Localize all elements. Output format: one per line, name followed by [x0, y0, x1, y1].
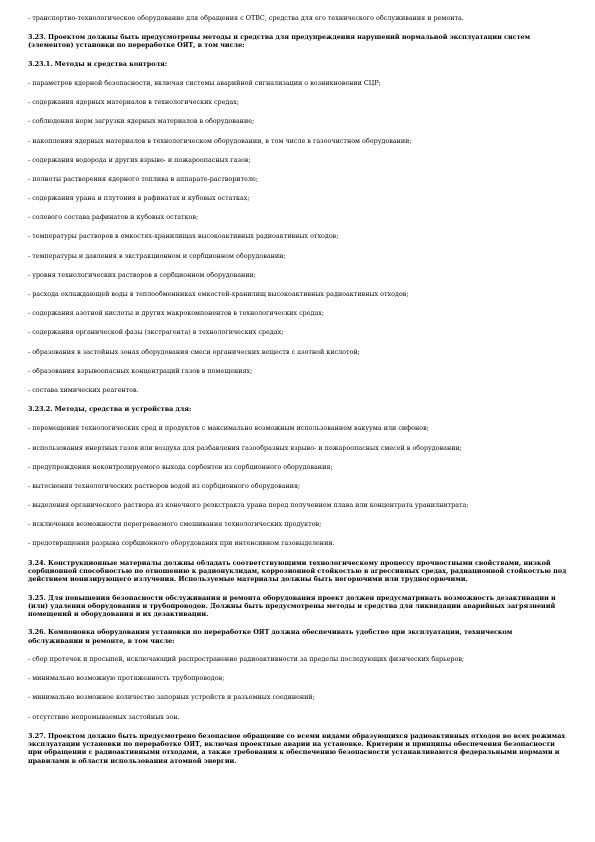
- list-item: - исключения возможности перегреваемого смешивания технологических продуктов;: [28, 520, 322, 529]
- list-item: - использования инертных газов или воздуха для разбавления газообразных взрыво- и пожароопасных смесей в оборудовании;: [28, 443, 462, 452]
- list-item: - содержания урана и плутония в рафинатах и кубовых остатках;: [28, 194, 250, 203]
- list-item: - отсутствие непромываемых застойных зон.: [28, 712, 180, 721]
- subsection-heading: 3.23.1. Методы и средства контроля:: [28, 59, 168, 68]
- list-item: - состава химических реагентов.: [28, 385, 139, 394]
- list-item: - температуры растворов в емкостях-хранилищах высокоактивных радиоактивных отходов;: [28, 232, 339, 241]
- list-item: - уровня технологических растворов в сорбционном оборудовании;: [28, 270, 256, 279]
- list-item: - выделения органического раствора из конечного реэкстракта урана перед получением плава или концентрата уранилнитрата;: [28, 501, 469, 510]
- list-item: - предотвращения разрыва сорбционного оборудования при интенсивном газовыделении.: [28, 539, 335, 548]
- list-item: - минимально возможное количество запорных устройств и разъемных соединений;: [28, 693, 315, 702]
- list-item: - перемещения технологических сред и продуктов с максимально возможным использованием вакуума или сифонов;: [28, 424, 429, 433]
- list-item: - содержания азотной кислоты и других макрокомпонентов в технологических средах;: [28, 309, 325, 318]
- list-item: - образования в застойных зонах оборудования смеси органических веществ с азотной кислотой;: [28, 347, 360, 356]
- section-heading: 3.26. Компоновка оборудования установки по переработке ОЯТ должна обеспечивать удобство при эксплуатации, техническом обслуживании и ремонте, в том числе:: [28, 628, 513, 645]
- list-item: - полноты растворения ядерного топлива в аппарате-растворителе;: [28, 174, 258, 183]
- list-item: - минимально возможную протяженность трубопроводов;: [28, 674, 225, 683]
- list-item: - сбор протечек и просыпей, исключающий распространение радиоактивности за пределы последующих физических барьеров;: [28, 655, 465, 664]
- list-item: - солевого состава рафинатов и кубовых остатков;: [28, 213, 199, 222]
- section-paragraph: 3.25. Для повышения безопасности обслуживания и ремонта оборудования проект должен предусматривать возможность дезактивации и (или) удаления оборудования и трубопроводов. Должны быть предусмотрены методы и средства для ликвидации аварийных загрязнений помещений и оборудования и их дезактивации.: [28, 593, 556, 619]
- list-item: - соблюдения норм загрузки ядерных материалов в оборудование;: [28, 117, 255, 126]
- list-item: - температуры и давления в экстракционном и сорбционном оборудовании;: [28, 251, 286, 260]
- list-item: - вытеснения технологических растворов водой из сорбционного оборудования;: [28, 481, 301, 490]
- list-item: - содержания органической фазы (экстрагента) в технологических средах;: [28, 328, 284, 337]
- section-paragraph: 3.27. Проектом должно быть предусмотрено безопасное обращение со всеми видами образующихся радиоактивных отходов во всех режимах эксплуатации установки по переработке ОЯТ, включая проектные аварии на установке. Критерии и принципы обеспечения безопасности при обращении с радиоактивными отходами, а также требования к обеспечению безопасности устанавливаются федеральными нормами и правилами в области использования атомной энергии.: [28, 731, 566, 765]
- text-line: - транспортно-технологическое оборудование для обращения с ОТВС, средства для его технического обслуживания и ремонта.: [28, 14, 464, 22]
- section-heading: 3.23. Проектом должны быть предусмотрены методы и средства для предупреждения нарушений нормальной эксплуатации систем (элементов) установки по переработке ОЯТ, в том числе:: [28, 33, 531, 50]
- list-item: - образования взрывоопасных концентраций газов в помещениях;: [28, 366, 253, 375]
- list-item: - содержания водорода и других взрыво- и пожароопасных газов;: [28, 155, 251, 164]
- subsection-heading: 3.23.2. Методы, средства и устройства для:: [28, 405, 192, 414]
- list-item: - предупреждения неконтролируемого выхода сорбентов из сорбционного оборудования;: [28, 462, 333, 471]
- section-paragraph: 3.24. Конструкционные материалы должны обладать соответствующими технологическому процессу прочностными свойствами, низкой сорбционной способностью по отношению к радионуклидам, коррозионной стойкостью в агрессивных средах, радиационной стойкостью под действием ионизирующего излучения. Используемые материалы должны быть негорючими или трудногорючими.: [28, 558, 567, 584]
- list-item: - накопления ядерных материалов в технологическом оборудовании, в том числе в газоочистном оборудовании;: [28, 136, 412, 145]
- list-item: - содержания ядерных материалов в технологических средах;: [28, 98, 239, 107]
- list-item: - параметров ядерной безопасности, включая системы аварийной сигнализации о возникновении СЦР;: [28, 78, 381, 87]
- list-item: - расхода охлаждающей воды в теплообменниках емкостей-хранилищ высокоактивных радиоактивных отходов;: [28, 290, 409, 299]
